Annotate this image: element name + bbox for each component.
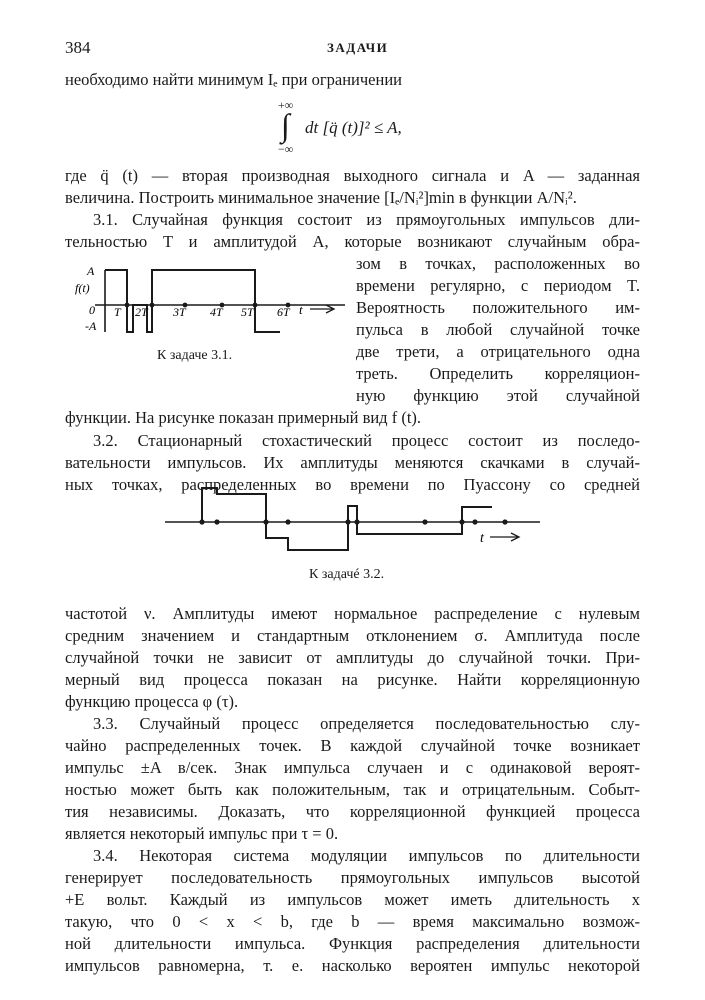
p31-line-1: 3.1. Случайная функция состоит из прямоугольных импульсов дли- [93,210,640,229]
p31-line-3: зом в точках, расположенных во [356,254,640,273]
page-header [65,38,640,58]
p31-line-8: треть. Определить корреляцион- [356,364,640,383]
p33-line-5: тия независимы. Доказать, что корреляционной функцией процесса [65,802,640,821]
integral-sign-icon: ∫ [281,107,290,143]
intro-line-2: где q̈ (t) — вторая производная выходного сигнала и A — заданная [65,166,640,185]
running-title: ЗАДАЧИ [327,40,389,55]
fig31-x-label-2T: 2T [135,305,148,319]
p32-line-1: 3.2. Стационарный стохастический процесс состоит из последо- [93,431,640,450]
p32-cont-line-1: частотой ν. Амплитуды имеют нормальное распределение с нулевым [65,604,640,623]
p32-line-3: ных точках, распределенных во времени по Пуассону со средней [65,475,640,494]
integral-lower-limit: −∞ [278,142,294,156]
p33-line-4: ностью может быть как положительным, так и отрицательным. Событ- [65,780,640,799]
fig32-event-point [345,519,350,524]
fig32-event-point [472,519,477,524]
p33-line-2: чайно распределенных точек. В каждой случайной точке возникает [65,736,640,755]
fig32-waveform [202,488,492,550]
fig32-caption: К задачé 3.2. [309,567,385,582]
fig31-caption: К задаче 3.1. [157,348,233,363]
intro-line-1: необходимо найти минимум Iₑ при ограничении [65,70,402,89]
p32-cont-line-5: функцию процесса φ (τ). [65,692,239,711]
p34-line-4: такую, что 0 < x < b, где b — время максимально возмож- [65,912,640,931]
p32-line-2: вательности импульсов. Их амплитуды меняются скачками в случай- [65,453,640,472]
fig31-waveform [105,270,280,332]
figure-3-2 [160,480,545,555]
p33-line-1: 3.3. Случайный процесс определяется последовательностью слу- [93,714,640,733]
fig31-y-label-A: A [87,264,95,278]
fig32-event-point [214,519,219,524]
fig31-x-label-6T: 6T [277,305,290,319]
p32-cont-line-3: случайной точки не зависит от амплитуды до случайной точки. При- [65,648,640,667]
fig31-event-point [125,303,130,308]
p34-line-1: 3.4. Некоторая система модуляции импульсов по длительности [93,846,640,865]
fig31-event-point [150,303,155,308]
p32-cont-line-2: средним значением и стандартным отклонением σ. Амплитуда после [65,626,640,645]
p31-line-7: две трети, а отрицательного одна [356,342,640,361]
p34-line-2: генерирует последовательность прямоугольных импульсов высотой [65,868,640,887]
fig31-x-label-3T: 3T [173,305,186,319]
fig32-event-point [199,519,204,524]
fig32-event-point [354,519,359,524]
p31-line-2: тельностью T и амплитудой A, которые возникают случайным обра- [65,232,640,251]
p34-line-3: +E вольт. Каждый из импульсов может иметь длительность x [65,890,640,909]
fig31-x-label-4T: 4T [210,305,223,319]
page-number: 384 [65,38,91,57]
p31-line-6: пульса в любой случайной точке [356,320,640,339]
p31-line-4: времени регулярно, с периодом T. [356,276,640,295]
p34-line-6: импульсов равномерна, т. е. насколько вероятен импульс некоторой [65,956,640,975]
fig31-y-label-ft: f(t) [75,281,90,295]
p31-line-9: ную функцию этой случайной [356,386,640,405]
fig32-event-point [502,519,507,524]
fig32-event-point [263,519,268,524]
integral-upper-limit: +∞ [278,98,294,112]
fig31-x-label-T: T [114,305,121,319]
fig31-x-label-5T: 5T [241,305,254,319]
fig32-event-point [422,519,427,524]
p33-line-3: импульс ±A в/сек. Знак импульса случаен и с одинаковой вероят- [65,758,640,777]
figure-3-1 [65,262,355,344]
fig32-event-point [285,519,290,524]
p31-line-5: Вероятность положительного им- [356,298,640,317]
p32-cont-line-4: мерный вид процесса показан на рисунке. Найти корреляционную [65,670,640,689]
fig31-y-label-minus-A: -A [85,319,97,333]
fig32-event-point [459,519,464,524]
constraint-formula [275,98,475,158]
fig32-axis-label: t [480,531,484,546]
p33-line-6: является некоторый импульс при τ = 0. [65,824,339,843]
intro-line-3: величина. Построить минимальное значение [Iₑ/Nᵢ²]min в функции A/Nᵢ². [65,188,577,207]
p31-line-10: функции. На рисунке показан примерный вид f (t). [65,408,422,427]
fig31-y-label-zero: 0 [89,303,95,317]
fig31-x-label-t: t [299,302,303,317]
p34-line-5: ной длительности импульса. Функция распределения длительности [65,934,640,953]
integral-body: dt [q̈ (t)]² ≤ A, [305,118,402,137]
